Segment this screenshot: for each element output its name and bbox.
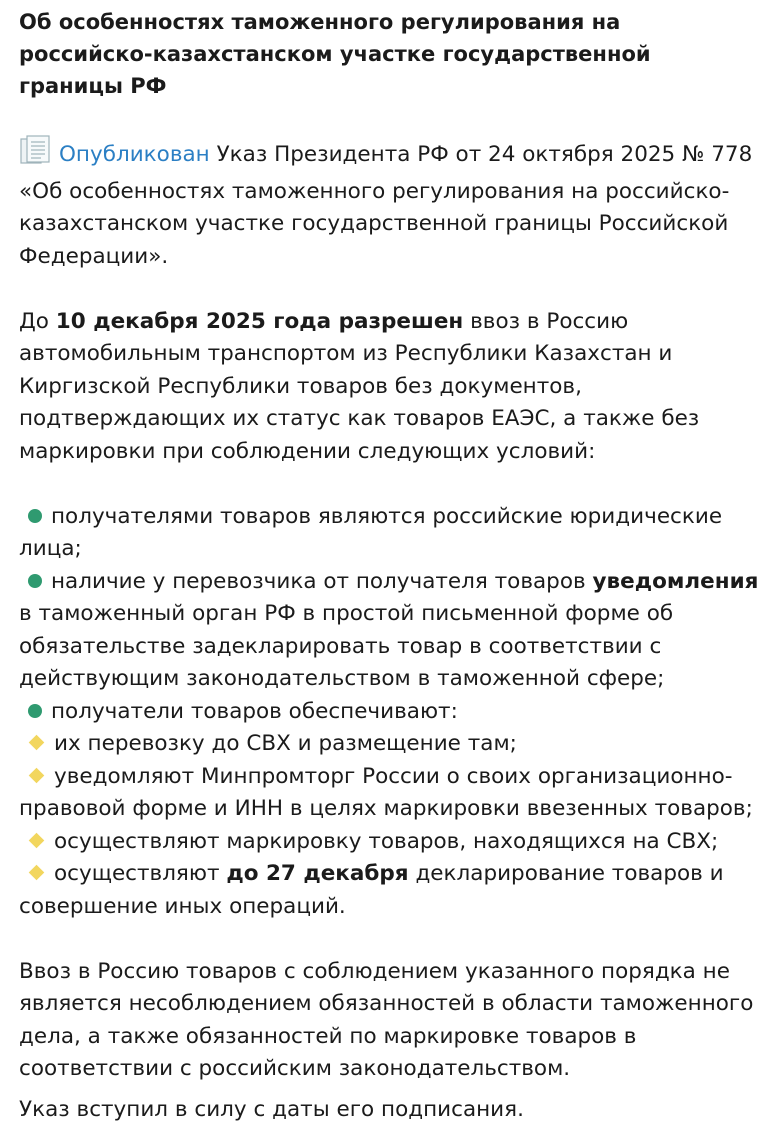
list-item-text: в таможенный орган РФ в простой письменной форме об обязательстве задекларировать товар в соответствии с действующим законодательством в таможенной сфере; (19, 601, 674, 691)
para1-text-2: ввоз в Россию автомобильным транспортом из Республики Казахстан и Киргизской Республики товаров без документов, подтверждающих их статус как товаров ЕАЭС, а также без маркировки при соблюдении следующих условий: (19, 308, 700, 464)
sub-list-item-text: осуществляют маркировку товаров, находящихся на СВХ; (54, 828, 719, 854)
list-item-text: получатели товаров обеспечивают: (51, 698, 458, 724)
document-icon (19, 135, 55, 176)
paragraph-effective: Указ вступил в силу с даты его подписания. (19, 1097, 524, 1122)
yellow-diamond-icon (29, 735, 45, 751)
intro-paragraph (19, 135, 759, 273)
list-item (19, 566, 759, 696)
green-circle-icon (28, 574, 42, 588)
sub-list-item-bold: до 27 декабря (226, 861, 409, 886)
sub-list-item-text: уведомляют Минпромторг России о своих организационно-правовой форме и ИНН в целях маркировки ввезенных товаров; (19, 763, 753, 821)
yellow-diamond-icon (29, 767, 45, 783)
green-circle-icon (28, 704, 42, 718)
para1-text-1: До (19, 308, 56, 334)
sub-list-item (19, 826, 759, 859)
sub-list-item-text: их перевозку до СВХ и размещение там; (54, 731, 517, 756)
para1-bold: 10 декабря 2025 года разрешен (55, 308, 464, 334)
paragraph-conditions (19, 306, 759, 469)
yellow-diamond-icon (29, 832, 45, 848)
list-item (19, 696, 759, 729)
list-item-bold: уведомления (592, 568, 759, 594)
post-content (19, 6, 759, 1086)
sub-list-item (19, 761, 759, 826)
green-circle-icon (28, 509, 42, 523)
list-item-text: получателями товаров являются российские юридические лица; (19, 503, 723, 561)
sub-list-item-text: осуществляют (54, 861, 227, 886)
sub-list-item (19, 728, 759, 761)
sub-list-item-text: декларирование товаров и совершение иных операций. (19, 861, 724, 919)
published-link[interactable]: Опубликован (59, 142, 210, 167)
intro-text: Указ Президента РФ от 24 октября 2025 № 778 «Об особенностях таможенного регулирования на российско-казахстанском участке государственной границы Российской Федерации». (19, 142, 753, 269)
paragraph-compliance: Ввоз в Россию товаров с соблюдением указанного порядка не является несоблюдением обязанностей в области таможенного дела, а также обязанностей по маркировке товаров в соответствии с российским законодательством. (19, 958, 754, 1081)
post-title: Об особенностях таможенного регулирования на российско-казахстанском участке государственной границы РФ (19, 10, 651, 98)
list-item (19, 501, 759, 566)
yellow-diamond-icon (29, 865, 45, 881)
list-item-text: наличие у перевозчика от получателя товаров (51, 568, 593, 594)
sub-list-item (19, 858, 759, 923)
